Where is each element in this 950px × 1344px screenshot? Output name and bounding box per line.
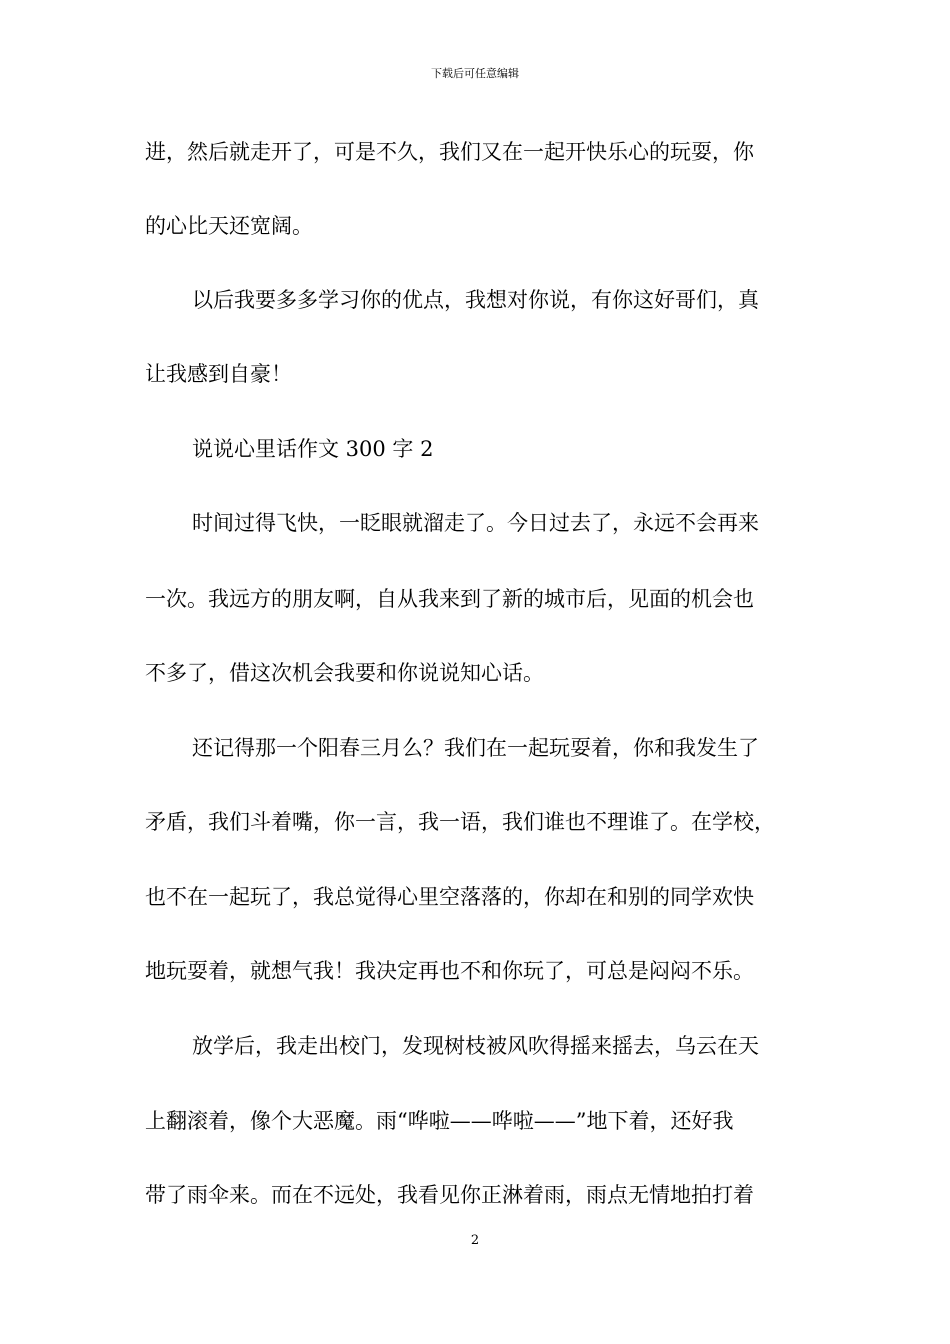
page-header: 下载后可任意编辑	[431, 67, 519, 80]
text-line: 以后我要多多学习你的优点，我想对你说，有你这好哥们，真	[192, 288, 759, 312]
text-line: 时间过得飞快，一眨眼就溜走了。今日过去了，永远不会再来	[192, 511, 759, 535]
text-line: 的心比天还宽阔。	[145, 214, 313, 238]
page-number: 2	[470, 1233, 480, 1248]
text-line: 让我感到自豪！	[145, 362, 292, 386]
text-line: 矛盾，我们斗着嘴，你一言，我一语，我们谁也不理谁了。在学校，	[145, 810, 775, 834]
text-line: 一次。我远方的朋友啊，自从我来到了新的城市后，见面的机会也	[145, 587, 754, 611]
text-line: 不多了，借这次机会我要和你说说知心话。	[145, 661, 544, 685]
text-line: 地玩耍着，就想气我！我决定再也不和你玩了，可总是闷闷不乐。	[145, 959, 754, 983]
text-line: 带了雨伞来。而在不远处，我看见你正淋着雨，雨点无情地拍打着	[145, 1183, 754, 1207]
text-line: 也不在一起玩了，我总觉得心里空落落的，你却在和别的同学欢快	[145, 885, 754, 909]
text-line: 上翻滚着，像个大恶魔。雨“哗啦——哗啦——”地下着，还好我	[145, 1109, 734, 1133]
text-line: 进，然后就走开了，可是不久，我们又在一起开快乐心的玩耍，你	[145, 140, 754, 164]
section-heading: 说说心里话作文 300 字 2	[192, 437, 434, 461]
text-line: 放学后，我走出校门，发现树枝被风吹得摇来摇去，乌云在天	[192, 1034, 759, 1058]
text-line: 还记得那一个阳春三月么？我们在一起玩耍着，你和我发生了	[192, 736, 759, 760]
